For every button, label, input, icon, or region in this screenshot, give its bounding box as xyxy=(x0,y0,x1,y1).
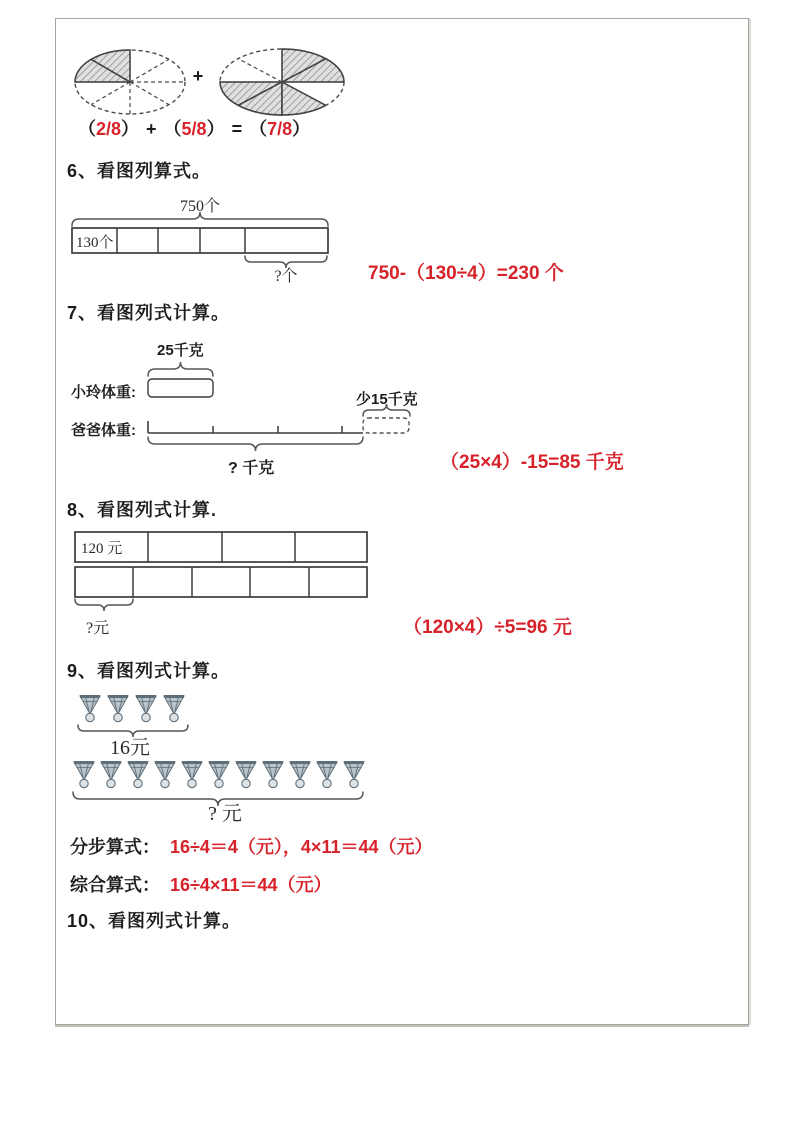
q7-row1-label: 小玲体重: xyxy=(71,384,136,401)
q6-total-label: 750个 xyxy=(179,198,220,215)
q6-question-label: ?个 xyxy=(274,268,298,285)
q6-answer: 750-（130÷4）=230 个 xyxy=(368,263,564,284)
q9-steps-line xyxy=(70,833,433,859)
q9-combined-line xyxy=(70,871,331,897)
q7-answer: （25×4）-15=85 千克 xyxy=(440,452,624,473)
paren: ） xyxy=(206,119,225,139)
paren: （ xyxy=(249,119,268,139)
fraction-pies-diagram xyxy=(70,42,370,124)
q8-title: 8、看图列式计算. xyxy=(67,500,218,520)
q9-combined-value: 16÷4×11＝44（元） xyxy=(170,875,332,895)
paren: ） xyxy=(292,119,311,139)
pies-plus-sign: + xyxy=(192,66,204,86)
q6-first-cell-label: 130个 xyxy=(76,235,114,251)
paren: （ xyxy=(163,119,182,139)
paren: （ xyxy=(78,119,96,139)
q9-steps-label: 分步算式： xyxy=(70,837,160,857)
equals-sign: = xyxy=(231,119,243,139)
q7-question-label: ? 千克 xyxy=(228,460,275,477)
q7-row2-label: 爸爸体重: xyxy=(71,422,136,439)
q9-title: 9、看图列式计算。 xyxy=(67,661,231,681)
plus-sign: + xyxy=(146,119,157,139)
fraction-2: 5/8 xyxy=(181,119,207,139)
paren: ） xyxy=(121,119,140,139)
fraction-equation xyxy=(78,115,310,141)
q8-answer: （120×4）÷5=96 元 xyxy=(403,617,572,638)
q7-less-label: 少15千克 xyxy=(356,391,418,408)
fraction-sum: 7/8 xyxy=(267,119,293,139)
q9-steps-value: 16÷4＝4（元），4×11＝44（元） xyxy=(170,837,433,857)
q8-first-cell-label: 120 元 xyxy=(81,541,123,557)
q6-title: 6、看图列算式。 xyxy=(67,161,212,181)
q10-title: 10、看图列式计算。 xyxy=(67,911,242,931)
q9-row1-label: 16元 xyxy=(110,737,150,759)
q7-title: 7、看图列式计算。 xyxy=(67,303,231,323)
fraction-1: 2/8 xyxy=(96,119,122,139)
q7-unit-label: 25千克 xyxy=(157,342,204,359)
q9-combined-label: 综合算式： xyxy=(70,875,160,895)
q8-question-label: ?元 xyxy=(86,620,110,637)
q9-row2-label: ? 元 xyxy=(208,803,242,825)
